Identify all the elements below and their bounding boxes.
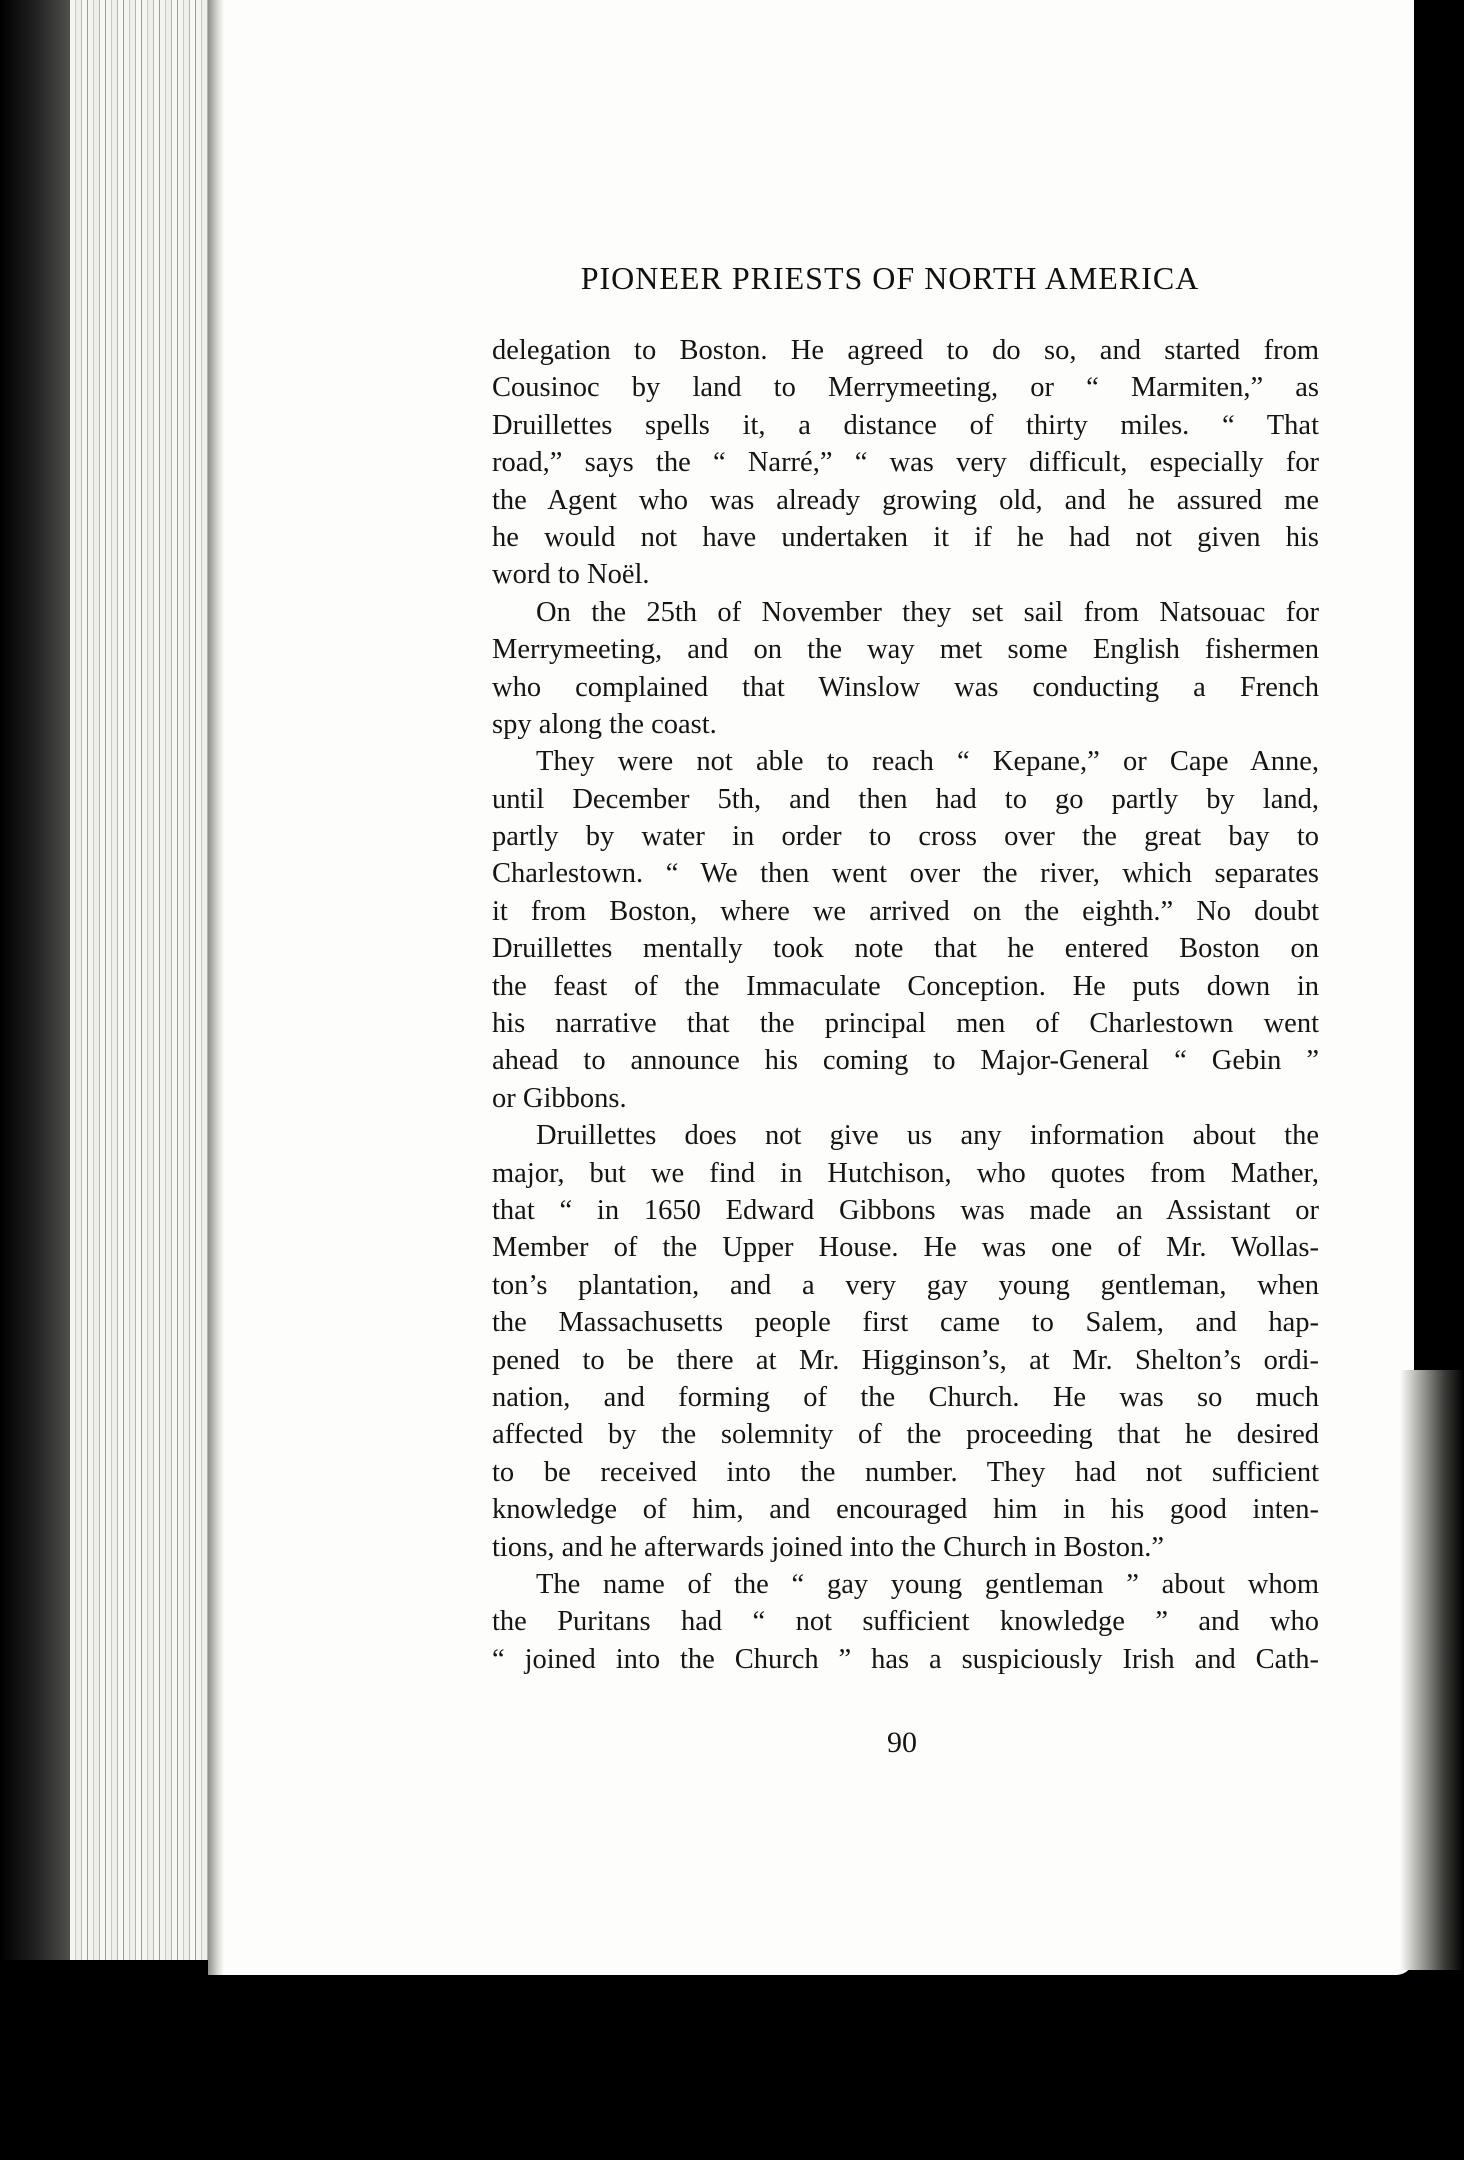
text-line: They were not able to reach “ Kepane,” or Cape Anne,	[536, 746, 1319, 778]
text-line: Druillettes mentally took note that he entered Boston on	[492, 933, 1319, 965]
text-line: tions, and he afterwards joined into the Church in Boston.”	[492, 1531, 1164, 1563]
text-line: who complained that Winslow was conducting a French	[492, 671, 1319, 703]
text-line: major, but we find in Hutchison, who quotes from Mather,	[492, 1157, 1319, 1189]
text-line: ahead to announce his coming to Major-General “ Gebin ”	[492, 1045, 1319, 1077]
text-line: Merrymeeting, and on the way met some English fishermen	[492, 634, 1319, 666]
text-line: he would not have undertaken it if he had not given his	[492, 521, 1319, 553]
text-line: nation, and forming of the Church. He was so much	[492, 1381, 1319, 1413]
text-line: pened to be there at Mr. Higginson’s, at Mr. Shelton’s ordi-	[492, 1344, 1319, 1376]
page-curl	[1400, 1370, 1464, 1970]
text-line: road,” says the “ Narré,” “ was very difficult, especially for	[492, 447, 1319, 479]
text-line: Member of the Upper House. He was one of Mr. Wollas-	[492, 1232, 1319, 1264]
body-text	[492, 332, 1319, 1678]
text-line: the Agent who was already growing old, and he assured me	[492, 484, 1319, 516]
text-line: the feast of the Immaculate Conception. He puts down in	[492, 970, 1319, 1002]
text-line: On the 25th of November they set sail from Natsouac for	[536, 596, 1319, 628]
text-line: word to Noël.	[492, 559, 650, 591]
text-line: delegation to Boston. He agreed to do so, and started from	[492, 335, 1319, 366]
text-line: partly by water in order to cross over the great bay to	[492, 821, 1319, 853]
text-line: The name of the “ gay young gentleman ” about whom	[536, 1568, 1319, 1600]
text-line: or Gibbons.	[492, 1082, 627, 1114]
text-line: ton’s plantation, and a very gay young gentleman, when	[492, 1269, 1319, 1301]
text-line: affected by the solemnity of the proceeding that he desired	[492, 1419, 1319, 1451]
text-line: the Massachusetts people first came to Salem, and hap-	[492, 1307, 1319, 1339]
text-line: knowledge of him, and encouraged him in his good inten-	[492, 1494, 1319, 1526]
text-line: Cousinoc by land to Merrymeeting, or “ Marmiten,” as	[492, 372, 1319, 404]
running-head: PIONEER PRIESTS OF NORTH AMERICA	[580, 260, 1200, 296]
page-number: 90	[887, 1726, 917, 1759]
text-line: Charlestown. “ We then went over the river, which separates	[492, 858, 1319, 890]
text-line: the Puritans had “ not sufficient knowledge ” and who	[492, 1606, 1319, 1638]
page-gutter	[208, 0, 224, 1975]
text-line: spy along the coast.	[492, 708, 717, 740]
stacked-page-edges	[70, 0, 218, 1960]
text-line: to be received into the number. They had not sufficient	[492, 1456, 1319, 1488]
text-line: until December 5th, and then had to go partly by land,	[492, 783, 1319, 815]
text-line: Druillettes does not give us any information about the	[536, 1120, 1319, 1152]
text-line: “ joined into the Church ” has a suspiciously Irish and Cath-	[492, 1643, 1319, 1675]
text-line: Druillettes spells it, a distance of thirty miles. “ That	[492, 409, 1319, 441]
text-line: that “ in 1650 Edward Gibbons was made an Assistant or	[492, 1194, 1319, 1226]
text-line: his narrative that the principal men of Charlestown went	[492, 1008, 1319, 1040]
text-line: it from Boston, where we arrived on the eighth.” No doubt	[492, 895, 1319, 927]
